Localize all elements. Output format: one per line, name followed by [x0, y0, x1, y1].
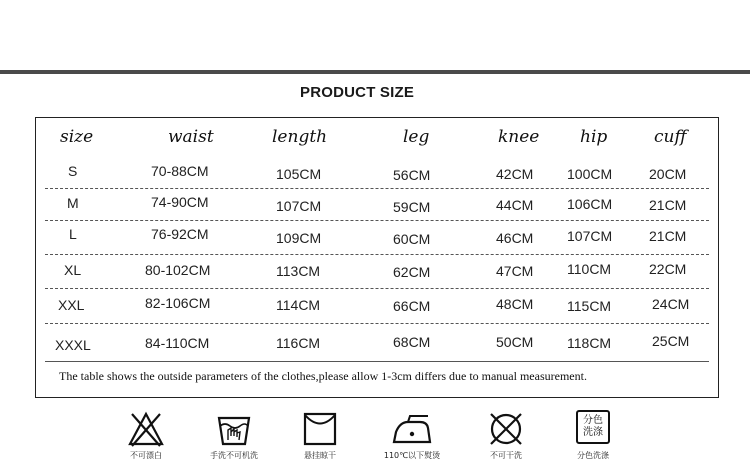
cell-length: 105CM: [276, 166, 322, 182]
cell-hip: 107CM: [567, 228, 613, 244]
cell-cuff: 25CM: [652, 333, 690, 349]
note-divider: [45, 361, 709, 362]
header-knee: knee: [498, 127, 540, 147]
cell-knee: 50CM: [496, 334, 534, 350]
cell-size: S: [68, 163, 78, 179]
cell-hip: 100CM: [567, 166, 613, 182]
page-title: PRODUCT SIZE: [300, 84, 415, 101]
cell-leg: 60CM: [393, 231, 431, 247]
row-divider: [45, 323, 709, 324]
cell-cuff: 20CM: [649, 166, 687, 182]
cell-leg: 59CM: [393, 199, 431, 215]
size-table: [35, 117, 719, 398]
cell-cuff: 22CM: [649, 261, 687, 277]
care-label: 悬挂晾干: [304, 451, 336, 460]
header-length: length: [272, 127, 328, 147]
care-label: 110℃以下熨烫: [383, 451, 441, 460]
no-dry-clean-icon: [486, 410, 526, 448]
cell-leg: 66CM: [393, 298, 431, 314]
cell-size: L: [69, 226, 77, 242]
care-label: 手洗不可机洗: [210, 451, 258, 460]
cell-knee: 44CM: [496, 197, 534, 213]
care-hand-wash: [194, 410, 274, 461]
header-waist: waist: [168, 127, 214, 147]
cell-cuff: 21CM: [649, 197, 687, 213]
cell-waist: 70-88CM: [151, 163, 209, 179]
cell-waist: 84-110CM: [145, 335, 210, 351]
top-divider: [0, 70, 750, 74]
care-no-bleach: [106, 410, 186, 461]
care-hang-dry: [280, 410, 360, 461]
cell-size: M: [67, 195, 79, 211]
cell-hip: 110CM: [567, 261, 612, 277]
row-divider: [45, 254, 709, 255]
wash-separately-icon: [576, 410, 610, 444]
cell-knee: 42CM: [496, 166, 534, 182]
cell-waist: 80-102CM: [145, 262, 211, 278]
care-label: 不可漂白: [130, 451, 162, 460]
cell-length: 116CM: [276, 335, 321, 351]
cell-waist: 76-92CM: [151, 226, 209, 242]
hand-wash-icon: [214, 410, 254, 448]
care-wash-separately: [553, 410, 633, 461]
cell-waist: 82-106CM: [145, 295, 211, 311]
hang-dry-icon: [300, 410, 340, 448]
cell-knee: 47CM: [496, 263, 534, 279]
no-bleach-icon: [126, 410, 166, 448]
table-note: The table shows the outside parameters of the clothes,please allow 1-3cm differs due to manual measurement.: [59, 369, 587, 383]
cell-length: 107CM: [276, 198, 322, 214]
care-label: 分色洗涤: [577, 451, 609, 460]
header-hip: hip: [580, 127, 608, 147]
cell-size: XXL: [58, 297, 85, 313]
cell-length: 114CM: [276, 297, 321, 313]
cell-cuff: 24CM: [652, 296, 690, 312]
cell-leg: 68CM: [393, 334, 431, 350]
cell-knee: 46CM: [496, 230, 534, 246]
care-label: 不可干洗: [490, 451, 522, 460]
cell-leg: 62CM: [393, 264, 431, 280]
cell-cuff: 21CM: [649, 228, 687, 244]
cell-length: 109CM: [276, 230, 322, 246]
header-cuff: cuff: [654, 127, 687, 147]
header-size: size: [60, 127, 94, 147]
care-no-dry-clean: [466, 410, 546, 461]
cell-hip: 115CM: [567, 298, 612, 314]
cell-knee: 48CM: [496, 296, 534, 312]
header-leg: leg: [403, 127, 430, 147]
badge-text: 分色洗涤: [583, 415, 603, 438]
row-divider: [45, 220, 709, 221]
care-iron: [372, 410, 452, 461]
iron-icon: [390, 410, 434, 448]
cell-waist: 74-90CM: [151, 194, 209, 210]
cell-leg: 56CM: [393, 167, 431, 183]
cell-size: XXXL: [55, 337, 91, 353]
row-divider: [45, 288, 709, 289]
cell-size: XL: [64, 262, 82, 278]
cell-hip: 118CM: [567, 335, 612, 351]
row-divider: [45, 188, 709, 189]
cell-hip: 106CM: [567, 196, 613, 212]
cell-length: 113CM: [276, 263, 321, 279]
